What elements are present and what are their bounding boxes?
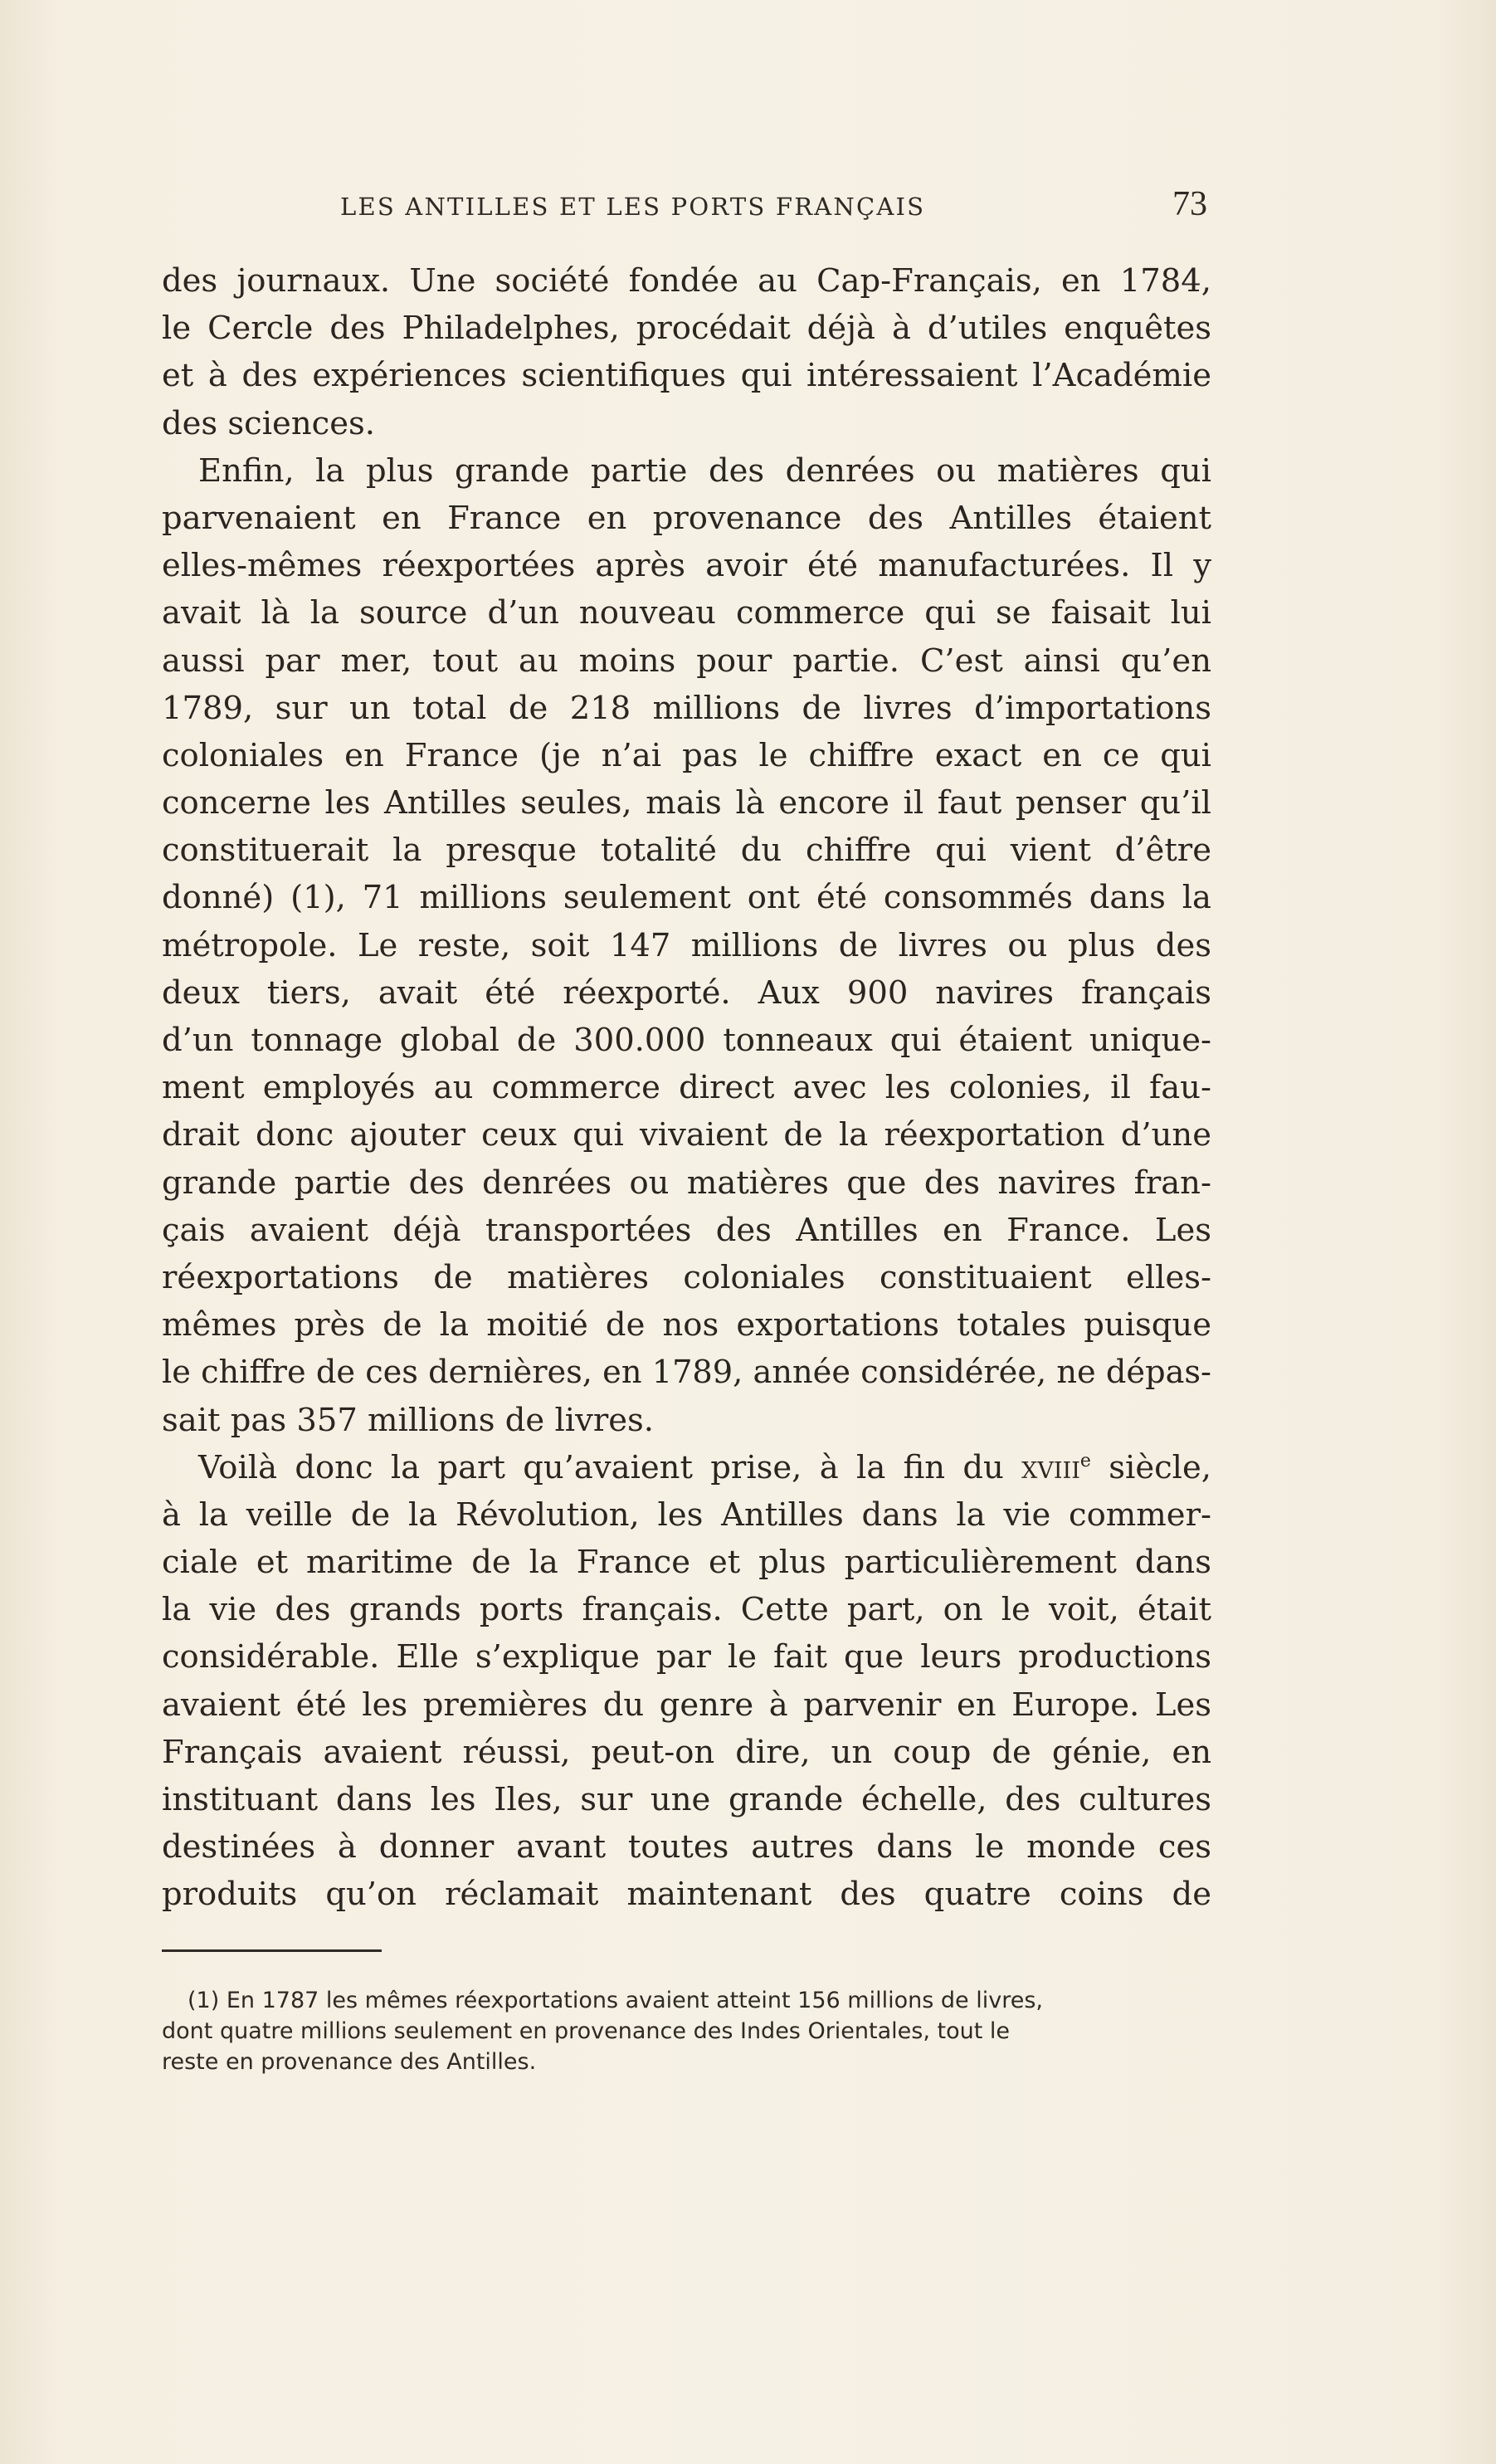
text-line: constituerait la presque totalité du chiffre qui vient d’être (162, 832, 1211, 870)
century-line-start: Voilà donc la part qu’avaient prise, à la fin du (198, 1448, 1022, 1486)
text-line: considérable. Elle s’explique par le fait que leurs productions (162, 1638, 1211, 1676)
century-numeral: xviii (1021, 1448, 1080, 1486)
text-line: destinées à donner avant toutes autres dans le monde ces (162, 1828, 1211, 1866)
running-head: LES ANTILLES ET LES PORTS FRANÇAIS (340, 193, 926, 221)
text-line: sait pas 357 millions de livres. (162, 1401, 655, 1439)
text-line: la vie des grands ports français. Cette part, on le voit, était (162, 1591, 1211, 1629)
text-line: produits qu’on réclamait maintenant des quatre coins de (162, 1876, 1211, 1914)
text-line: des sciences. (162, 404, 375, 442)
text-line: elles-mêmes réexportées après avoir été manufacturées. Il y (162, 547, 1211, 585)
body-text (162, 257, 1211, 1919)
page-header (340, 184, 1207, 226)
footnote-line: dont quatre millions seulement en provenance des Indes Orientales, tout le (162, 2018, 1011, 2044)
text-line: d’un tonnage global de 300.000 tonneaux qui étaient unique- (162, 1022, 1211, 1059)
text-line: des journaux. Une société fondée au Cap-Français, en 1784, (162, 262, 1211, 300)
text-line: deux tiers, avait été réexporté. Aux 900 navires français (162, 973, 1211, 1012)
century-line-end: siècle, (1090, 1448, 1211, 1486)
text-line: mêmes près de la moitié de nos exportations totales puisque (162, 1306, 1211, 1344)
text-line: Enfin, la plus grande partie des denrées ou matières qui (198, 451, 1211, 490)
text-line: avaient été les premières du genre à parvenir en Europe. Les (162, 1686, 1211, 1724)
text-line: donné) (1), 71 millions seulement ont été consommés dans la (162, 879, 1211, 917)
text-line: instituant dans les Iles, sur une grande échelle, des cultures (162, 1781, 1211, 1818)
text-line: à la veille de la Révolution, les Antilles dans la vie commer- (162, 1495, 1211, 1534)
text-line: drait donc ajouter ceux qui vivaient de la réexportation d’une (162, 1116, 1211, 1154)
century-superscript: e (1079, 1450, 1091, 1471)
text-line: ciale et maritime de la France et plus particulièrement dans (162, 1544, 1211, 1582)
text-line: grande partie des denrées ou matières que des navires fran- (162, 1164, 1211, 1202)
text-line: métropole. Le reste, soit 147 millions de livres ou plus des (162, 926, 1211, 964)
text-line: le chiffre de ces dernières, en 1789, année considérée, ne dépas- (162, 1354, 1211, 1392)
footnote-rule (162, 1949, 382, 1952)
text-line: aussi par mer, tout au moins pour partie. C’est ainsi qu’en (162, 642, 1211, 680)
text-line: et à des expériences scientifiques qui intéressaient l’Académie (162, 357, 1211, 395)
text-line: parvenaient en France en provenance des Antilles étaient (162, 499, 1211, 537)
text-line: réexportations de matières coloniales constituaient elles- (162, 1258, 1211, 1296)
text-line: Français avaient réussi, peut-on dire, un coup de génie, en (162, 1733, 1211, 1771)
footnote (162, 1985, 1211, 2077)
footnote-line: (1) En 1787 les mêmes réexportations avaient atteint 156 millions de livres, (188, 1988, 1043, 2013)
text-line: ment employés au commerce direct avec les colonies, il fau- (162, 1069, 1211, 1107)
text-line: le Cercle des Philadelphes, procédait déjà à d’utiles enquêtes (162, 310, 1211, 348)
text-line: concerne les Antilles seules, mais là encore il faut penser qu’il (162, 784, 1211, 822)
text-line: coloniales en France (je n’ai pas le chiffre exact en ce qui (162, 736, 1211, 774)
text-line: çais avaient déjà transportées des Antilles en France. Les (162, 1211, 1211, 1249)
page-number: 73 (1172, 185, 1207, 223)
footnote-line: reste en provenance des Antilles. (162, 2049, 537, 2075)
text-line: 1789, sur un total de 218 millions de livres d’importations (162, 689, 1211, 727)
text-line: avait là la source d’un nouveau commerce qui se faisait lui (162, 594, 1211, 632)
text-line-century (162, 1444, 1211, 1491)
